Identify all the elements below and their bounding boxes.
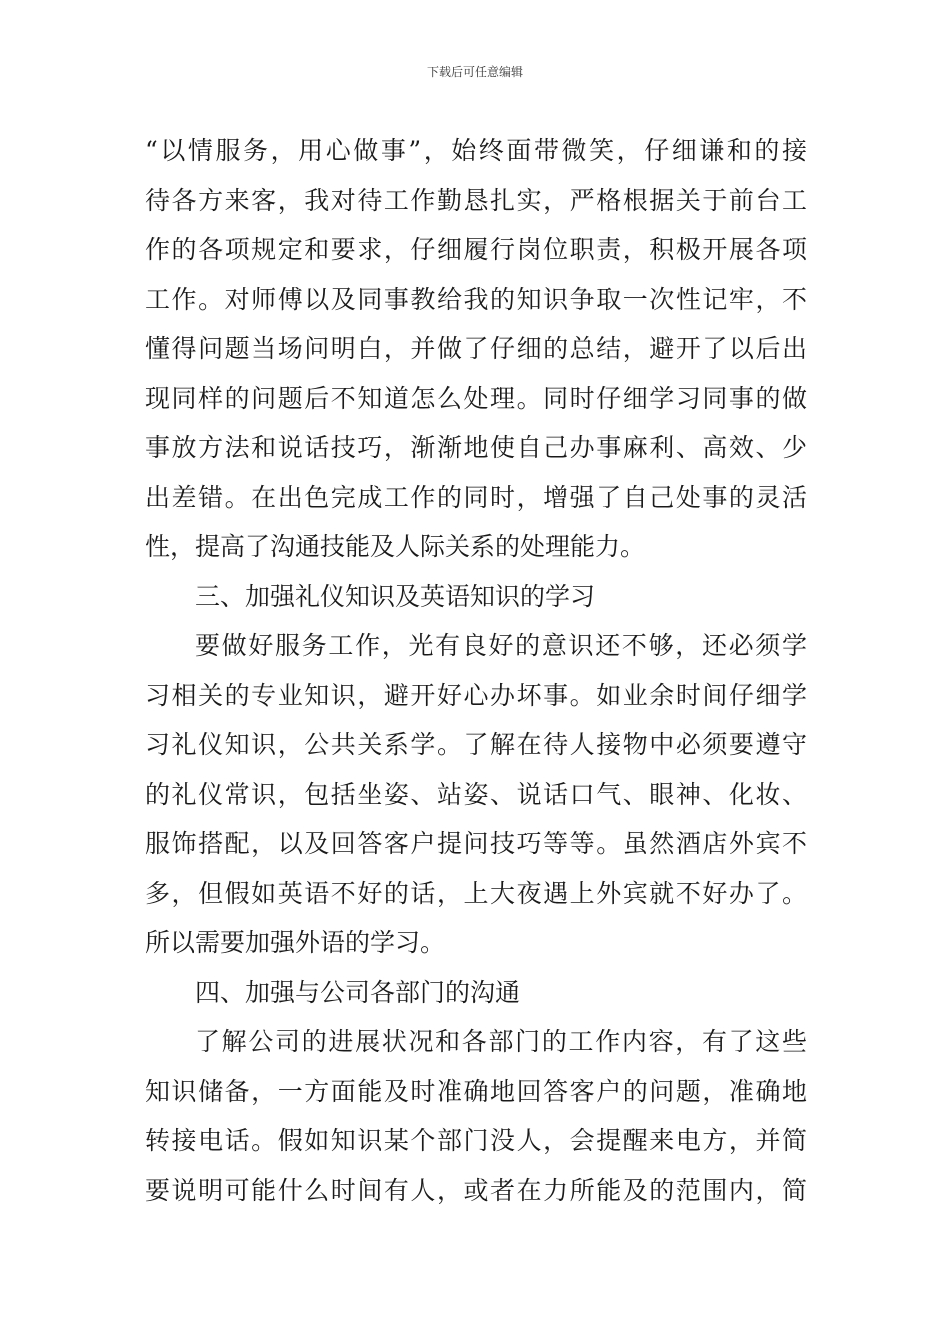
text-line: 懂得问题当场问明白，并做了仔细的总结，避开了以后出 <box>145 334 807 363</box>
text-line: 转接电话。假如知识某个部门没人，会提醒来电方，并简 <box>145 1126 807 1155</box>
text-line: 知识储备，一方面能及时准确地回答客户的问题，准确地 <box>145 1076 807 1106</box>
text-line: 待各方来客，我对待工作勤恳扎实，严格根据关于前台工 <box>145 185 807 215</box>
text-line: 性，提高了沟通技能及人际关系的处理能力。 <box>145 532 646 561</box>
text-line: 习礼仪知识，公共关系学。了解在待人接物中必须要遵守 <box>145 730 807 759</box>
text-line: 习相关的专业知识，避开好心办坏事。如业余时间仔细学 <box>145 680 807 710</box>
text-line: 工作。对师傅以及同事教给我的知识争取一次性记牢，不 <box>145 284 807 314</box>
text-line: 所以需要加强外语的学习。 <box>145 928 446 957</box>
text-line: 事放方法和说话技巧，渐渐地使自己办事麻利、高效、少 <box>145 433 807 462</box>
document-body <box>145 126 807 1215</box>
text-line: 多，但假如英语不好的话，上大夜遇上外宾就不好办了。 <box>145 878 807 908</box>
text-line: 作的各项规定和要求，仔细履行岗位职责，积极开展各项 <box>145 235 807 264</box>
text-line: “以情服务，用心做事”，始终面带微笑，仔细谦和的接 <box>145 136 807 165</box>
text-line: 要做好服务工作，光有良好的意识还不够，还必须学 <box>195 631 807 660</box>
text-line: 服饰搭配，以及回答客户提问技巧等等。虽然酒店外宾不 <box>145 829 807 858</box>
page-header: 下载后可任意编辑 <box>426 65 523 79</box>
section-heading: 三、加强礼仪知识及英语知识的学习 <box>195 581 596 611</box>
text-line: 的礼仪常识，包括坐姿、站姿、说话口气、眼神、化妆、 <box>145 779 807 809</box>
text-line: 现同样的问题后不知道怎么处理。同时仔细学习同事的做 <box>145 383 807 413</box>
text-line: 要说明可能什么时间有人，或者在力所能及的范围内，简 <box>145 1175 807 1205</box>
section-heading: 四、加强与公司各部门的沟通 <box>195 977 521 1007</box>
text-line: 出差错。在出色完成工作的同时，增强了自己处事的灵活 <box>145 482 807 512</box>
text-line: 了解公司的进展状况和各部门的工作内容，有了这些 <box>195 1027 807 1056</box>
